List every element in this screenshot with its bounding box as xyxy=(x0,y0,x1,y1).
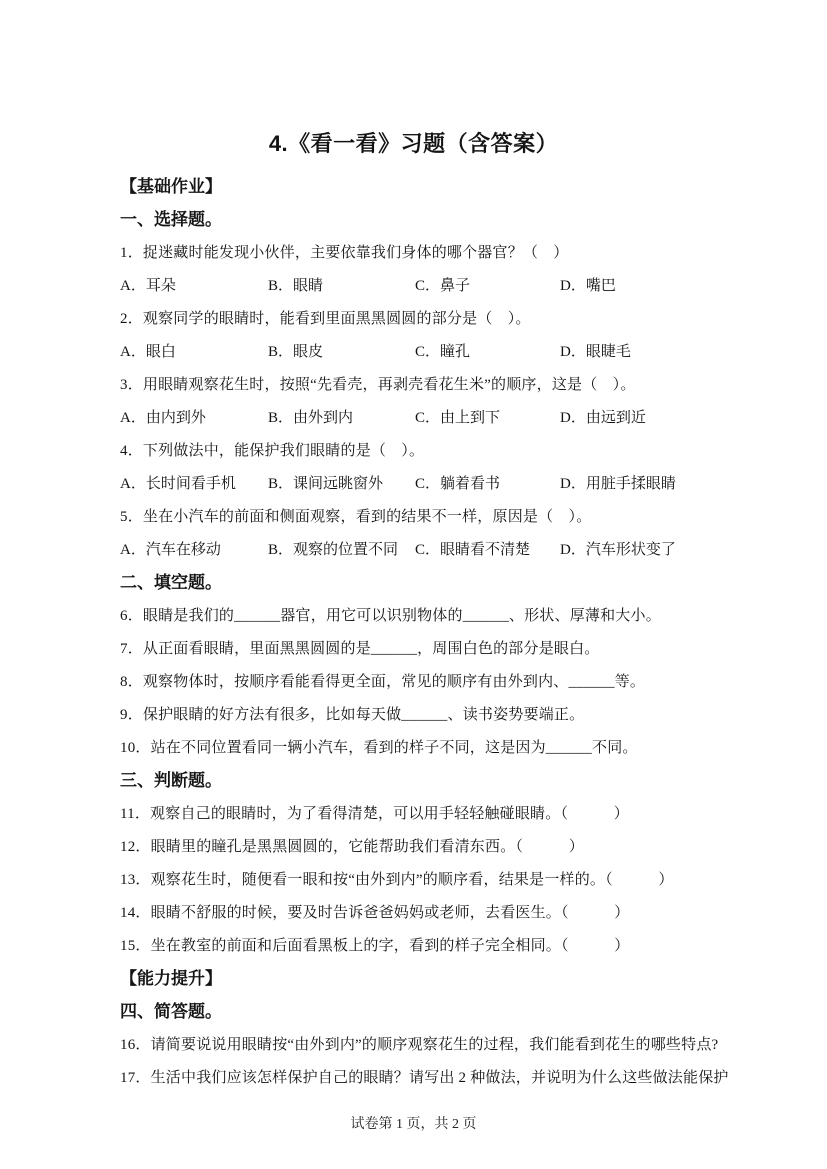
option-3c: C．由上到下 xyxy=(415,410,501,426)
option-2c: C．瞳孔 xyxy=(415,344,471,360)
section-heading-judge: 三、判断题。 xyxy=(120,771,222,790)
judge-question-15: 15．坐在教室的前面和后面看黑板上的字，看到的样子完全相同。（ ） xyxy=(120,938,630,954)
short-question-17: 17．生活中我们应该怎样保护自己的眼睛？请写出 2 种做法，并说明为什么这些做法能保护 xyxy=(120,1070,729,1086)
fill-question-9: 9．保护眼睛的好方法有很多，比如每天做______、读书姿势要端正。 xyxy=(120,707,585,723)
option-4c: C．躺着看书 xyxy=(415,476,501,492)
option-5c: C．眼睛看不清楚 xyxy=(415,542,531,558)
option-1a: A．耳朵 xyxy=(120,278,176,294)
page-footer: 试卷第 1 页，共 2 页 xyxy=(350,1117,477,1132)
section-heading-fill: 二、填空题。 xyxy=(120,573,222,592)
option-2d: D．眼睫毛 xyxy=(560,344,631,360)
option-4d: D．用脏手揉眼睛 xyxy=(560,476,676,492)
option-4b: B．课间远眺窗外 xyxy=(268,476,384,492)
short-question-16: 16．请简要说说用眼睛按“由外到内”的顺序观察花生的过程，我们能看到花生的哪些特点? xyxy=(120,1037,719,1053)
option-1c: C．鼻子 xyxy=(415,278,471,294)
option-4a: A．长时间看手机 xyxy=(120,476,236,492)
choice-options-4 xyxy=(120,474,722,494)
choice-question-1: 1．捉迷藏时能发现小伙伴，主要依靠我们身体的哪个器官？（ ） xyxy=(120,245,569,261)
section-header-basic: 【基础作业】 xyxy=(120,177,222,196)
choice-options-1 xyxy=(120,276,722,296)
section-heading-short: 四、简答题。 xyxy=(120,1002,222,1021)
option-3d: D．由远到近 xyxy=(560,410,646,426)
fill-question-8: 8．观察物体时，按顺序看能看得更全面，常见的顺序有由外到内、______等。 xyxy=(120,674,646,690)
option-3a: A．由内到外 xyxy=(120,410,206,426)
choice-question-2: 2．观察同学的眼睛时，能看到里面黑黑圆圆的部分是（ ）。 xyxy=(120,311,531,327)
exam-content xyxy=(0,159,827,1088)
judge-question-11: 11．观察自己的眼睛时，为了看得清楚，可以用手轻轻触碰眼睛。（ ） xyxy=(120,806,629,822)
fill-question-6: 6．眼睛是我们的______器官，用它可以识别物体的______、形状、厚薄和大小。 xyxy=(120,608,661,624)
choice-question-4: 4．下列做法中，能保护我们眼睛的是（ ）。 xyxy=(120,443,425,459)
page-title: 4.《看一看》习题（含答案） xyxy=(268,131,559,156)
option-2b: B．眼皮 xyxy=(268,344,324,360)
option-2a: A．眼白 xyxy=(120,344,176,360)
choice-question-3: 3．用眼睛观察花生时，按照“先看壳，再剥壳看花生米”的顺序，这是（ ）。 xyxy=(120,377,636,393)
option-5d: D．汽车形状变了 xyxy=(560,542,676,558)
option-3b: B．由外到内 xyxy=(268,410,354,426)
fill-question-10: 10．站在不同位置看同一辆小汽车，看到的样子不同，这是因为______不同。 xyxy=(120,740,638,756)
choice-question-5: 5．坐在小汽车的前面和侧面观察，看到的结果不一样，原因是（ ）。 xyxy=(120,509,592,525)
section-heading-choice: 一、选择题。 xyxy=(120,210,222,229)
option-5a: A．汽车在移动 xyxy=(120,542,221,558)
fill-question-7: 7．从正面看眼睛，里面黑黑圆圆的是______，周围白色的部分是眼白。 xyxy=(120,641,600,657)
section-header-advanced: 【能力提升】 xyxy=(120,969,222,988)
option-5b: B．观察的位置不同 xyxy=(268,542,399,558)
choice-options-2 xyxy=(120,342,722,362)
judge-question-14: 14．眼睛不舒服的时候，要及时告诉爸爸妈妈或老师，去看医生。（ ） xyxy=(120,905,630,921)
judge-question-12: 12．眼睛里的瞳孔是黑黑圆圆的，它能帮助我们看清东西。（ ） xyxy=(120,839,584,855)
option-1b: B．眼睛 xyxy=(268,278,324,294)
choice-options-3 xyxy=(120,408,722,428)
judge-question-13: 13．观察花生时，随便看一眼和按“由外到内”的顺序看，结果是一样的。（ ） xyxy=(120,872,674,888)
option-1d: D．嘴巴 xyxy=(560,278,616,294)
choice-options-5 xyxy=(120,540,722,560)
